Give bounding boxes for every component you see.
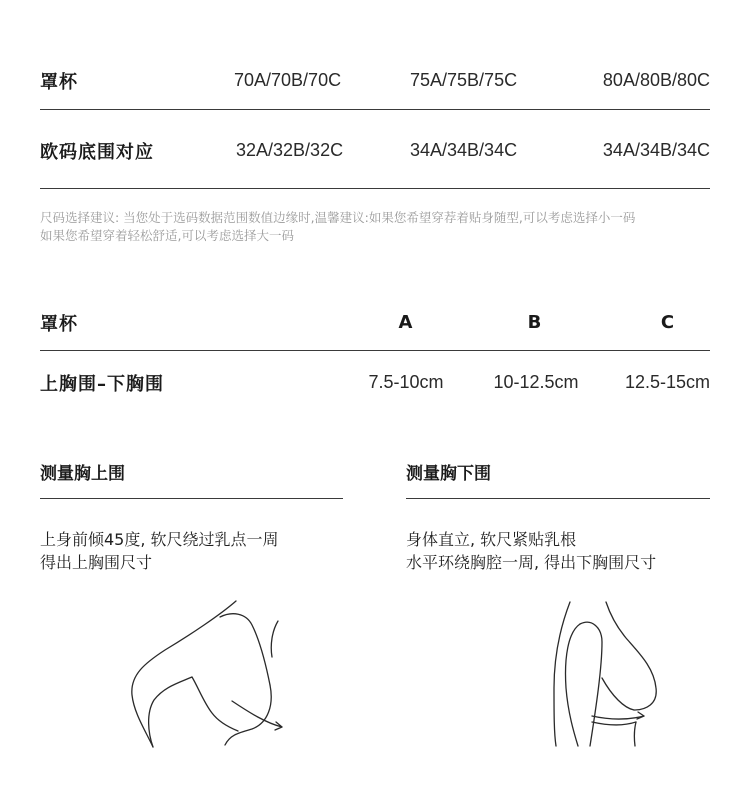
- divider: [40, 350, 710, 351]
- divider: [40, 109, 710, 110]
- cell-eu-32: 32A/32B/32C: [236, 140, 344, 160]
- cell-eu-34-a: 34A/34B/34C: [410, 140, 518, 160]
- cup-value-c: 12.5-15cm: [624, 372, 710, 392]
- cell-eu-34-b: 34A/34B/34C: [602, 140, 710, 160]
- measure-upper-desc-1: 上身前倾45度, 软尺绕过乳点一周: [40, 530, 279, 549]
- upper-bust-measure-illustration: [120, 595, 300, 755]
- cup-col-a: A: [398, 312, 414, 333]
- cup-col-c: C: [660, 312, 676, 333]
- cell-size-80: 80A/80B/80C: [602, 70, 710, 90]
- measure-lower-desc-2: 水平环绕胸腔一周, 得出下胸围尺寸: [406, 553, 657, 572]
- measure-upper-desc-2: 得出上胸围尺寸: [40, 553, 153, 572]
- cup-row-label: 上胸围–下胸围: [40, 374, 164, 395]
- size-advice-note-1: 尺码选择建议: 当您处于选码数据范围数值边缘时,温馨建议:如果您希望穿荐着贴身随型,可以考虑选择小一码: [40, 210, 636, 225]
- measure-lower-desc-1: 身体直立, 软尺紧贴乳根: [406, 530, 577, 549]
- under-bust-measure-illustration: [540, 598, 670, 750]
- row-label-cup: 罩杯: [40, 72, 78, 93]
- divider: [406, 498, 710, 499]
- size-advice-note-2: 如果您希望穿着轻松舒适,可以考虑选择大一码: [40, 228, 294, 243]
- row-label-eu: 欧码底围对应: [40, 142, 154, 163]
- measure-upper-title: 测量胸上围: [40, 464, 125, 484]
- cup-value-b: 10-12.5cm: [493, 372, 579, 392]
- cell-size-70: 70A/70B/70C: [234, 70, 342, 90]
- cup-col-b: B: [527, 312, 543, 333]
- cup-header-label: 罩杯: [40, 314, 78, 335]
- measure-lower-title: 测量胸下围: [406, 464, 491, 484]
- cell-size-75: 75A/75B/75C: [410, 70, 518, 90]
- cup-value-a: 7.5-10cm: [368, 372, 444, 392]
- divider: [40, 188, 710, 189]
- divider: [40, 498, 343, 499]
